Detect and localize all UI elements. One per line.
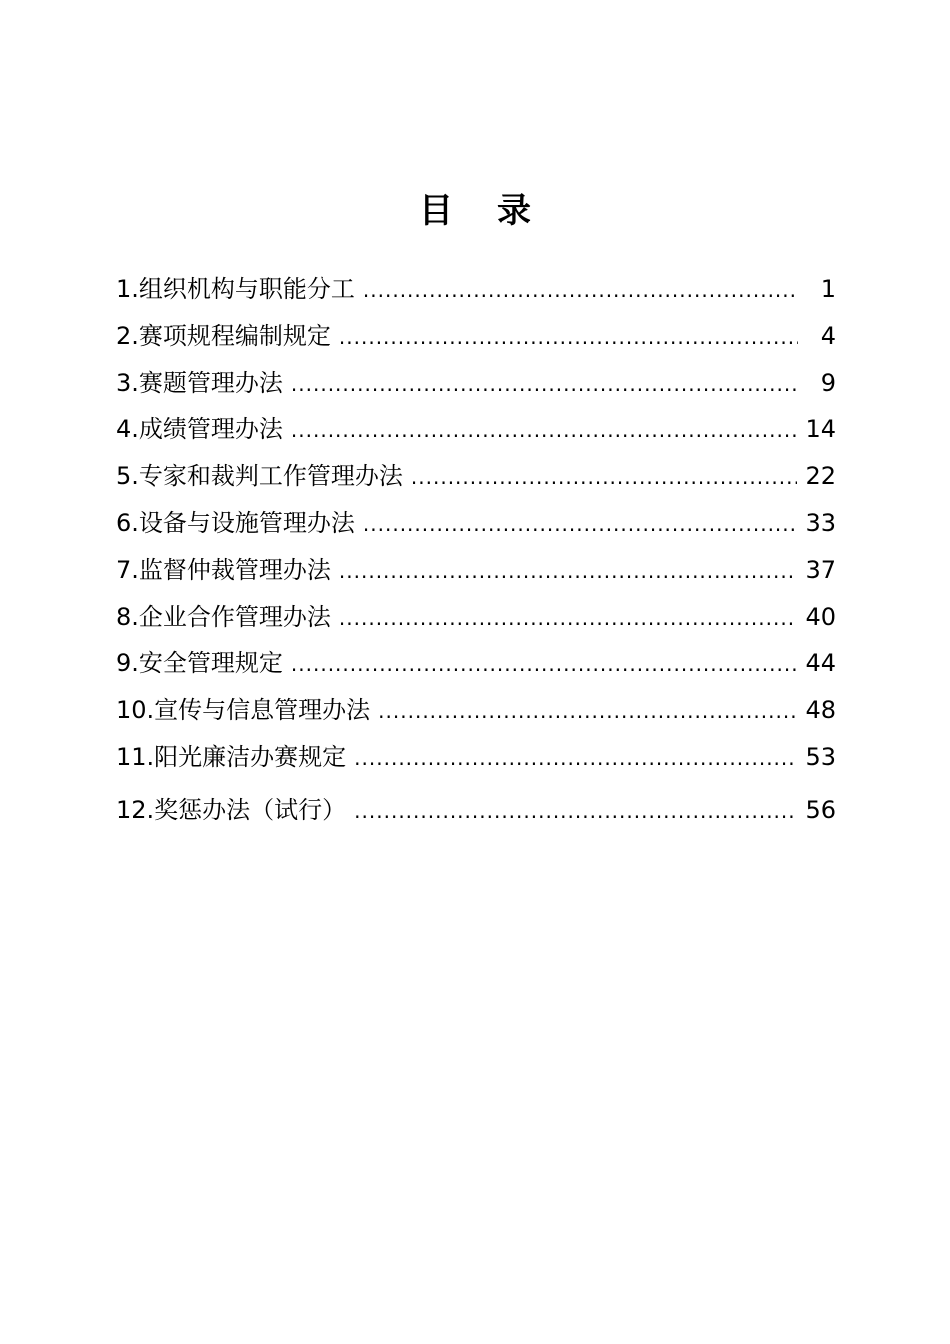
toc-entry-page-number: 1 — [820, 275, 836, 303]
toc-entry[interactable] — [116, 266, 836, 313]
toc-entry-page-number: 9 — [820, 368, 836, 397]
toc-entry-page-number: 40 — [805, 602, 836, 631]
toc-entry-page-number: 37 — [805, 555, 836, 584]
toc-entry-label: 6.设备与设施管理办法 — [116, 508, 355, 537]
toc-entry[interactable] — [116, 360, 836, 407]
dot-leader — [291, 407, 798, 454]
toc-entry-label: 10.宣传与信息管理办法 — [116, 696, 371, 725]
dot-leader — [291, 361, 798, 408]
toc-title-char-2: 录 — [497, 191, 531, 231]
toc-title — [0, 183, 950, 232]
toc-entry-page-number: 22 — [805, 462, 836, 491]
dot-leader — [363, 267, 798, 314]
dot-leader — [291, 641, 798, 688]
dot-leader — [339, 548, 798, 595]
toc-entry-page-number: 14 — [805, 415, 836, 444]
toc-entry[interactable] — [116, 547, 836, 594]
dot-leader — [354, 735, 797, 782]
dot-leader — [339, 314, 798, 361]
toc-entry-label: 9.安全管理规定 — [116, 649, 283, 678]
toc-entry[interactable] — [116, 734, 836, 781]
dot-leader — [354, 785, 797, 837]
toc-entry[interactable] — [116, 453, 836, 500]
toc-entry-page-number: 33 — [805, 508, 836, 537]
toc-title-char-1: 目 — [419, 191, 453, 231]
toc-entry-page-number: 48 — [805, 696, 836, 725]
toc-entry-label: 3.赛题管理办法 — [116, 368, 283, 397]
toc-entry-label: 2.赛项规程编制规定 — [116, 321, 331, 350]
toc-entry[interactable] — [116, 640, 836, 687]
toc-entry-page-number: 4 — [820, 321, 836, 350]
toc-entry-page-number: 53 — [805, 742, 836, 771]
dot-leader — [339, 595, 798, 642]
toc-entry-label: 5.专家和裁判工作管理办法 — [116, 462, 403, 491]
toc-entry-label: 7.监督仲裁管理办法 — [116, 555, 331, 584]
toc-entry-label: 1.组织机构与职能分工 — [116, 275, 355, 303]
toc-entry[interactable] — [116, 500, 836, 547]
toc-list — [116, 266, 836, 836]
toc-entry[interactable] — [116, 406, 836, 453]
toc-entry[interactable] — [116, 313, 836, 360]
toc-entry-label: 11.阳光廉洁办赛规定 — [116, 742, 347, 771]
toc-entry-label: 12.奖惩办法（试行） — [116, 795, 347, 824]
dot-leader — [363, 501, 798, 548]
toc-entry-page-number: 44 — [805, 649, 836, 678]
dot-leader — [411, 454, 798, 501]
dot-leader — [378, 688, 797, 735]
toc-entry[interactable] — [116, 594, 836, 641]
toc-entry[interactable] — [116, 687, 836, 734]
toc-entry-label: 4.成绩管理办法 — [116, 415, 283, 444]
toc-entry-label: 8.企业合作管理办法 — [116, 602, 331, 631]
toc-entry[interactable] — [116, 784, 836, 836]
toc-entry-page-number: 56 — [805, 795, 836, 824]
